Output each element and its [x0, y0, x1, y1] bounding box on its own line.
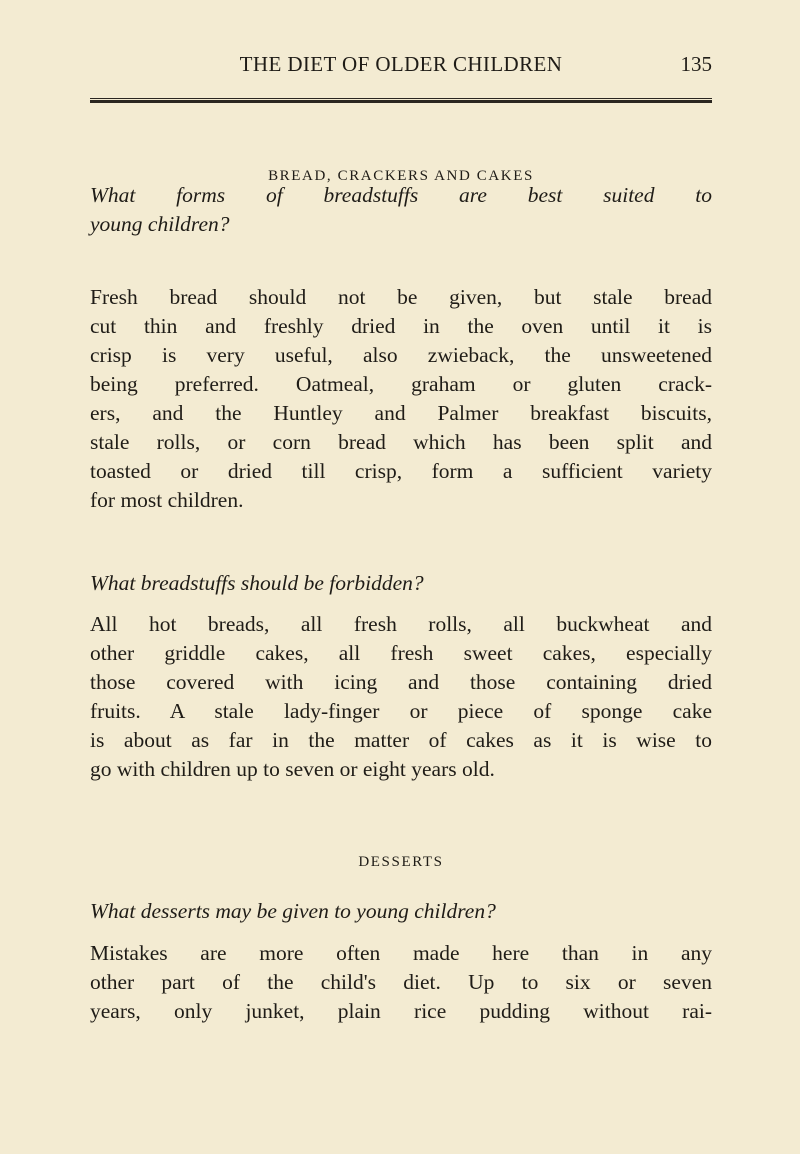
answer — [90, 610, 712, 784]
answer-line: Fresh bread should not be given, but stale bread — [90, 285, 712, 309]
answer-line: go with children up to seven or eight years old. — [90, 757, 495, 781]
header-rule — [90, 98, 712, 103]
question — [90, 897, 712, 926]
answer — [90, 283, 712, 515]
question — [90, 181, 712, 239]
answer-line: All hot breads, all fresh rolls, all buckwheat and — [90, 612, 712, 636]
answer-line: ers, and the Huntley and Palmer breakfast biscuits, — [90, 401, 712, 425]
answer-line: those covered with icing and those containing dried — [90, 670, 712, 694]
answer-line: cut thin and freshly dried in the oven until it is — [90, 314, 712, 338]
question-line: What desserts may be given to young children? — [90, 899, 496, 923]
question-line: What breadstuffs should be forbidden? — [90, 571, 424, 595]
page-number: 135 — [680, 52, 712, 76]
answer-line: years, only junket, plain rice pudding without rai- — [90, 999, 712, 1023]
answer — [90, 939, 712, 1026]
question-line: What forms of breadstuffs are best suited to — [90, 183, 712, 207]
question — [90, 569, 712, 598]
question-line: young children? — [90, 212, 230, 236]
answer-line: being preferred. Oatmeal, graham or gluten crack- — [90, 372, 712, 396]
answer-line: fruits. A stale lady-finger or piece of sponge cake — [90, 699, 712, 723]
answer-line: other griddle cakes, all fresh sweet cakes, especially — [90, 641, 712, 665]
answer-line: Mistakes are more often made here than in any — [90, 941, 712, 965]
running-head — [90, 50, 712, 80]
answer-line: for most children. — [90, 488, 244, 512]
answer-line: crisp is very useful, also zwieback, the unsweetened — [90, 343, 712, 367]
answer-line: stale rolls, or corn bread which has been split and — [90, 430, 712, 454]
section-heading: BREAD, CRACKERS AND CAKES — [268, 168, 534, 184]
running-title: THE DIET OF OLDER CHILDREN — [239, 52, 563, 76]
section-heading: DESSERTS — [358, 854, 444, 870]
answer-line: toasted or dried till crisp, form a sufficient variety — [90, 459, 712, 483]
answer-line: other part of the child's diet. Up to six or seven — [90, 970, 712, 994]
answer-line: is about as far in the matter of cakes as it is wise to — [90, 728, 712, 752]
